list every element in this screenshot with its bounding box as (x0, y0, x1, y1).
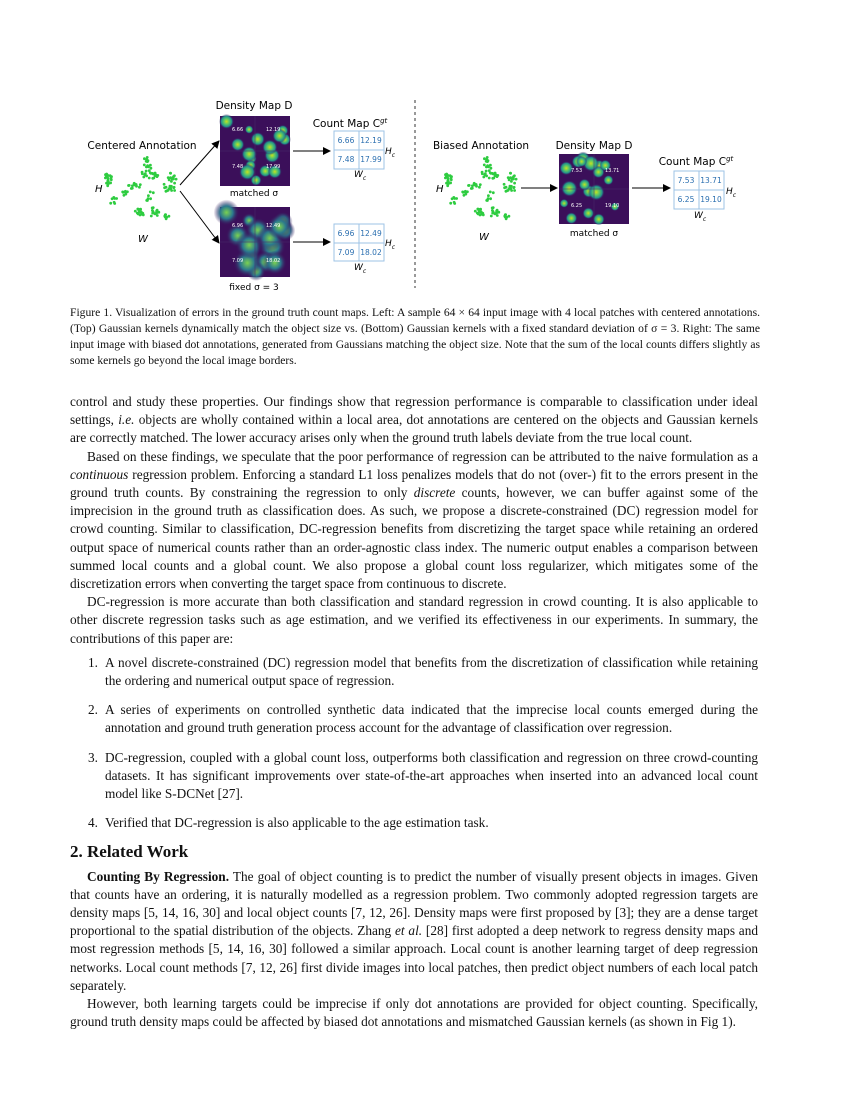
annotation-dot (507, 176, 510, 179)
right-overlay-2: 6.25 (571, 203, 583, 209)
top-count-1: 12.19 (360, 136, 382, 145)
paragraph-3: DC-regression is more accurate than both classification and standard regression in crowd counting. It is also applicable to other discrete regression tasks such as age estimation, and we verified its effectiveness in our experiments. In summary, the contributions of this paper are: (70, 594, 758, 646)
annotation-dot (486, 160, 489, 163)
annotation-dot (109, 182, 112, 185)
bottom-overlay-1: 12.49 (266, 223, 281, 229)
annotation-dot (156, 174, 159, 177)
annotation-dot (172, 175, 175, 178)
contributions-list (70, 654, 758, 833)
left-density-title: Density Map D (215, 100, 293, 112)
annotation-dot (137, 213, 140, 216)
right-overlay-0: 7.53 (571, 168, 583, 174)
annotation-dot (154, 212, 157, 215)
annotation-dot (167, 176, 170, 179)
figure-1 (0, 0, 850, 300)
annotation-dot (480, 213, 483, 216)
annotation-dot (444, 177, 447, 180)
density-blob (576, 156, 587, 167)
annotation-dot (503, 186, 506, 189)
annotation-dot (152, 191, 155, 194)
annotation-dot (173, 186, 176, 189)
annotation-dot (513, 186, 516, 189)
annotation-dot (509, 172, 512, 175)
density-blob (245, 125, 254, 134)
annotation-dot (504, 213, 507, 216)
annotation-dot (142, 176, 145, 179)
left-bottom-wc: $W_c$ (354, 263, 367, 275)
annotation-dot (492, 191, 495, 194)
annotation-dot (490, 167, 493, 170)
annotation-dot (482, 176, 485, 179)
annotation-dot (144, 172, 147, 175)
left-fixed-label: fixed σ = 3 (229, 283, 279, 293)
right-density-title: Density Map D (555, 140, 633, 152)
right-annotation-image (444, 156, 517, 220)
annotation-dot (510, 189, 513, 192)
left-top-wc: $W_c$ (354, 170, 367, 182)
annotation-dot (106, 184, 109, 187)
annotation-dot (147, 194, 150, 197)
right-h-label: H (436, 184, 444, 195)
density-blob (262, 140, 277, 155)
annotation-dot (496, 174, 499, 177)
annotation-dot (490, 215, 493, 218)
annotation-dot (450, 178, 453, 181)
right-overlay-3: 19.10 (605, 203, 620, 209)
annotation-dot (447, 179, 450, 182)
annotation-dot (485, 199, 488, 202)
annotation-dot (471, 187, 474, 190)
density-blob (241, 146, 257, 162)
figure-caption: Figure 1. Visualization of errors in the ground truth count maps. Left: A sample 64 × 64 input image with 4 local patches with centered annotations. (Top) Gaussian kernels dynamically match the object size vs. (Bottom) Gaussian kernels with a fixed standard deviation of σ = 3. Right: The same input image with biased dot annotations, generated from Gaussians matching the object size. Note that the sum of the local counts differs slightly as some kernels go beyond the local image borders. (70, 306, 760, 368)
list-item: 4. Verified that DC-regression is also applicable to the age estimation task. (88, 815, 489, 831)
density-blob (214, 200, 240, 226)
annotation-dot (143, 164, 146, 167)
left-annotation-image (104, 156, 178, 220)
left-bottom-hc: $H_c$ (385, 239, 396, 251)
annotation-dot (508, 215, 511, 218)
annotation-dot (167, 189, 170, 192)
paragraph-2: Based on these findings, we speculate that the poor performance of regression can be attributed to the naive formulation as a continuous regression problem. Enforcing a standard L1 loss penalizes models that do not (over-) fit to the errors present in the ground truth counts. By constraining the regression to only discrete counts, however, we can buffer against some of the imprecision in the ground truth as classification does. As such, we propose a discrete-constrained (DC) regression model for crowd counting. Similar to classification, DC-regression benefits from discretizing the target space while retaining an ordered output space of numerical counts rather than an order-agnostic class index. The numeric output enables a comparison between summed local counts and a global count. We also propose a global count loss regularizer, which mitigates some of the discretization errors when converting the target space from continuous to discrete. (70, 448, 758, 592)
annotation-dot (512, 178, 515, 181)
annotation-dot (485, 170, 488, 173)
right-overlay-1: 13.71 (605, 168, 620, 174)
annotation-dot (510, 180, 513, 183)
annotation-dot (479, 183, 482, 186)
body-text (70, 393, 758, 1032)
annotation-dot (494, 212, 497, 215)
density-blob (588, 184, 605, 201)
right-count-3: 19.10 (700, 195, 722, 204)
annotation-dot (175, 178, 178, 181)
annotation-dot (151, 172, 154, 175)
annotation-dot (149, 197, 152, 200)
annotation-dot (513, 189, 516, 192)
annotation-dot (135, 185, 138, 188)
left-top-density-map (219, 114, 291, 186)
annotation-dot (475, 185, 478, 188)
annotation-dot (163, 186, 166, 189)
annotation-dot (449, 182, 452, 185)
annotation-dot (464, 193, 467, 196)
annotation-dot (113, 202, 116, 205)
right-annotation-title: Biased Annotation (432, 140, 530, 152)
annotation-dot (126, 190, 129, 193)
annotation-dot (106, 173, 109, 176)
annotation-dot (486, 164, 489, 167)
annotation-dot (477, 213, 480, 216)
annotation-dot (509, 185, 512, 188)
annotation-dot (466, 190, 469, 193)
annotation-dot (107, 179, 110, 182)
list-item: 2. A series of experiments on controlled synthetic data indicated that the imprecise local counts emerged during the annotation and ground truth generation process account for the advantage of classification over regression. (88, 702, 758, 736)
annotation-dot (141, 171, 144, 174)
annotation-dot (474, 210, 477, 213)
annotation-dot (169, 185, 172, 188)
annotation-dot (128, 184, 131, 187)
bottom-overlay-2: 7.09 (232, 258, 244, 264)
annotation-dot (449, 202, 452, 205)
annotation-dot (136, 208, 139, 211)
right-panel (433, 140, 737, 243)
annotation-dot (488, 177, 491, 180)
annotation-dot (489, 164, 492, 167)
annotation-dot (496, 214, 499, 217)
density-blob (236, 232, 263, 259)
bottom-overlay-0: 6.96 (232, 223, 244, 229)
left-h-label: H (95, 184, 103, 195)
density-blob (593, 213, 605, 225)
annotation-dot (453, 202, 456, 205)
annotation-dot (487, 194, 490, 197)
annotation-dot (468, 184, 471, 187)
annotation-dot (150, 167, 153, 170)
annotation-dot (134, 210, 137, 213)
bottom-count-2: 7.09 (337, 248, 355, 257)
right-w-label: W (479, 232, 489, 243)
annotation-dot (146, 160, 149, 163)
left-top-hc: $H_c$ (385, 147, 396, 159)
right-count-1: 13.71 (700, 176, 722, 185)
density-blob (560, 199, 569, 208)
annotation-dot (170, 189, 173, 192)
annotation-dot (515, 178, 518, 181)
annotation-dot (503, 183, 506, 186)
top-count-2: 7.48 (337, 155, 355, 164)
left-matched-label: matched σ (229, 189, 279, 199)
annotation-dot (491, 172, 494, 175)
annotation-dot (446, 184, 449, 187)
annotation-dot (121, 191, 124, 194)
bottom-overlay-3: 18.02 (266, 258, 281, 264)
left-panel (87, 100, 395, 293)
annotation-dot (145, 199, 148, 202)
annotation-dot (483, 164, 486, 167)
annotation-dot (489, 191, 492, 194)
annotation-dot (154, 174, 157, 177)
annotation-dot (104, 177, 107, 180)
paragraph-5: However, both learning targets could be imprecise if only dot annotations are provided for object counting. Specifically, ground truth density maps could be affected by biased dot annotations and mismatched Gaussian kernels (as shown in Fig 1). (70, 996, 758, 1030)
density-blob (565, 212, 577, 224)
density-blob (231, 138, 245, 152)
annotation-dot (172, 178, 175, 181)
list-item: 3. DC-regression, coupled with a global count loss, outperforms both classification and regression on three crowd-counting datasets. It has significant improvements over state-of-the-art approaches when inserted into an advanced local count model like S-DCNet [27]. (88, 749, 758, 802)
top-overlay-1: 12.19 (266, 127, 281, 133)
left-count-title: Count Map $C^{gt}$ (312, 117, 388, 130)
right-density-map (559, 152, 629, 226)
annotation-dot (140, 213, 143, 216)
annotation-dot (138, 186, 141, 189)
left-w-label: W (138, 234, 148, 245)
annotation-dot (461, 191, 464, 194)
annotation-dot (149, 191, 152, 194)
annotation-dot (494, 174, 497, 177)
arrow-to-bottom-density (180, 191, 219, 243)
annotation-dot (168, 215, 171, 218)
annotation-dot (170, 180, 173, 183)
bottom-count-1: 12.49 (360, 229, 382, 238)
annotation-dot (478, 186, 481, 189)
annotation-dot (146, 164, 149, 167)
top-overlay-3: 17.99 (266, 164, 281, 170)
annotation-dot (151, 207, 154, 210)
list-item: 1. A novel discrete-constrained (DC) regression model that benefits from the discretization of classification while retaining the ordering and numerical output space of regression. (88, 654, 758, 689)
annotation-dot (164, 213, 167, 216)
annotation-dot (507, 189, 510, 192)
right-hc: $H_c$ (726, 187, 737, 199)
right-count-title: Count Map $C^{gt}$ (658, 155, 734, 168)
bottom-count-3: 18.02 (360, 248, 382, 257)
annotation-dot (452, 196, 455, 199)
annotation-dot (110, 178, 113, 181)
section-title: 2. Related Work (70, 842, 189, 862)
annotation-dot (494, 172, 497, 175)
density-blob (603, 175, 613, 185)
left-bottom-count-map (334, 224, 384, 261)
right-wc: $W_c$ (694, 211, 707, 223)
annotation-dot (131, 187, 134, 190)
annotation-dot (476, 208, 479, 211)
annotation-dot (150, 215, 153, 218)
annotation-dot (156, 214, 159, 217)
annotation-dot (109, 202, 112, 205)
annotation-dot (173, 182, 176, 185)
left-bottom-density-map (214, 200, 296, 281)
density-blob (561, 180, 578, 197)
right-count-2: 6.25 (677, 195, 695, 204)
paragraph-1: control and study these properties. Our findings show that regression performance is comparable to classification under ideal settings, i.e. objects are wholly contained within a local area, dot annotations are centered on the objects and Gaussian kernels are correctly matched. The lower accuracy arises only when the ground truth labels deviate from the true local count. (70, 394, 758, 446)
annotation-dot (154, 172, 157, 175)
annotation-dot (169, 172, 172, 175)
right-count-0: 7.53 (677, 176, 695, 185)
annotation-dot (512, 175, 515, 178)
annotation-dot (173, 189, 176, 192)
annotation-dot (513, 182, 516, 185)
annotation-dot (484, 172, 487, 175)
annotation-dot (163, 183, 166, 186)
top-count-3: 17.99 (360, 155, 382, 164)
annotation-dot (149, 164, 152, 167)
left-top-count-map (334, 131, 384, 169)
right-count-map (674, 171, 724, 209)
density-blob (582, 207, 594, 219)
bottom-count-0: 6.96 (337, 229, 355, 238)
annotation-dot (124, 193, 127, 196)
annotation-dot (112, 196, 115, 199)
annotation-dot (145, 170, 148, 173)
annotation-dot (489, 197, 492, 200)
top-overlay-0: 6.66 (232, 127, 244, 133)
left-annotation-title: Centered Annotation (87, 140, 197, 152)
annotation-dot (481, 171, 484, 174)
annotation-dot (139, 183, 142, 186)
paragraph-4: Counting By Regression. The goal of object counting is to predict the number of visually present objects in images. Given that counts have an ordering, it is naturally modelled as a regression problem. Two commonly adopted regression targets are density maps [5, 14, 16, 30] and local object counts [7, 12, 26]. Density maps were first proposed by [3]; they are a dense target proportional to the spatial distribution of the objects. Zhang et al. [28] first adopted a deep network to regress density maps and most regression methods [5, 14, 16, 30] followed a similar approach. Local count is another learning target of deep regression networks. Local count methods [7, 12, 26] first divide images into local patches, then predict object numbers of each local patch separately. (70, 868, 759, 993)
annotation-dot (446, 173, 449, 176)
annotation-dot (491, 207, 494, 210)
right-matched-label: matched σ (569, 229, 619, 239)
annotation-dot (148, 177, 151, 180)
top-overlay-2: 7.48 (232, 164, 244, 170)
top-count-0: 6.66 (337, 136, 355, 145)
